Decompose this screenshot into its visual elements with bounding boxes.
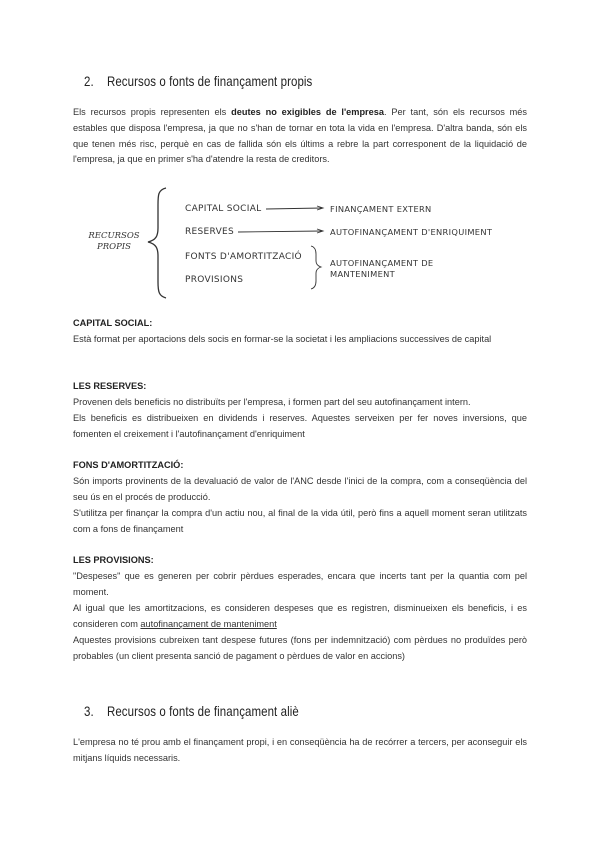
intro-text-start: Els recursos propis representen els xyxy=(73,107,232,117)
intro-text-end: . Per tant, són els recursos més estables que disposa l'empresa, ja que no s'han de tornar en tota la vida en l'empresa. D'altra banda, són els que tenen més risc, perquè en cas de fallida són els últims a rebre la part corresponent de la liquidació de l'empresa, ja que en primer s'ha d'atendre la resta de creditors. xyxy=(73,107,528,165)
section-3-number: 3. xyxy=(84,703,94,719)
capital-social-text: Està format per aportacions dels socis en formar-se la societat i les ampliacions successives de capital xyxy=(73,334,492,344)
diagram-item-capital-social: CAPITAL SOCIAL xyxy=(185,204,262,214)
right-brace xyxy=(311,246,321,289)
diagram-item-provisions: PROVISIONS xyxy=(185,275,244,285)
provisions-line2-text: Al igual que les amortitzacions, es consideren despeses que es registren, disminueixen els beneficis, i es consideren com xyxy=(73,603,527,629)
diagram-target3-line2: MANTENIMENT xyxy=(330,269,395,279)
diagram-target-financament-extern: FINANÇAMENT EXTERN xyxy=(330,204,432,214)
reserves-line2: Els beneficis es distribueixen en dividends i reserves. Aquestes serveixen per fer noves inversions, que fomenten el creixement i l'autofinançament d'enriquiment xyxy=(73,413,527,439)
reserves-line1: Provenen dels beneficis no distribuïts per l'empresa, i formen part del seu autofinançament intern. xyxy=(73,397,471,407)
intro-bold-term: deutes no exigibles de l'empresa xyxy=(231,107,384,117)
provisions-line2 xyxy=(73,601,527,633)
diagram-root-line1: RECURSOS xyxy=(88,231,140,241)
amortitzacio-line1: Són imports provinents de la devaluació de valor de l'ANC desde l'inici de la compra, com a conseqüència del seu ús en el procés de producció. xyxy=(73,476,527,502)
diagram-target-autofinancament-manteniment xyxy=(330,258,433,280)
diagram-root xyxy=(88,231,140,253)
diagram-root-line2: PROPIS xyxy=(97,242,131,252)
capital-social-heading: CAPITAL SOCIAL: xyxy=(73,318,153,328)
diagram-item-reserves: RESERVES xyxy=(185,227,235,237)
section-3-heading xyxy=(84,703,299,719)
amortitzacio-line2: S'utilitza per finançar la compra d'un actiu nou, al final de la vida útil, però fins a aquell moment seran utilitzats com a fons de finançament xyxy=(73,508,527,534)
section-2-title: Recursos o fonts de finançament propis xyxy=(106,73,313,89)
section-3-text: L'empresa no té prou amb el finançament propi, i en conseqüència ha de recórrer a tercers, per aconseguir els mitjans líquids necessaris. xyxy=(73,737,527,763)
section-2-number: 2. xyxy=(84,73,94,89)
diagram-target-autofinancament-enriquiment: AUTOFINANÇAMENT D'ENRIQUIMENT xyxy=(330,227,493,237)
arrow-reserves xyxy=(238,231,322,232)
provisions-line1: "Despeses" que es generen per cobrir pèrdues esperades, encara que incerts tant per la quantia com pel moment. xyxy=(73,571,527,597)
provisions-heading: LES PROVISIONS: xyxy=(73,555,154,565)
provisions-line3: Aquestes provisions cubreixen tant despese futures (fons per indemnització) com pèrdues no produïdes però probables (un client presenta sanció de pagament o pèrdues de valor en accions) xyxy=(73,635,527,661)
autofinancament-manteniment-underlined: autofinançament de manteniment xyxy=(140,618,277,629)
reserves-heading: LES RESERVES: xyxy=(73,381,147,391)
diagram-target3-line1: AUTOFINANÇAMENT DE xyxy=(330,258,434,268)
arrow-capital-social xyxy=(266,208,322,209)
left-brace xyxy=(148,188,166,298)
diagram-item-fonts-amortitzacio: FONTS D'AMORTITZACIÓ xyxy=(185,252,302,262)
section-3-title: Recursos o fonts de finançament aliè xyxy=(106,703,299,719)
amortitzacio-heading: FONS D'AMORTITZACIÓ: xyxy=(73,460,184,470)
